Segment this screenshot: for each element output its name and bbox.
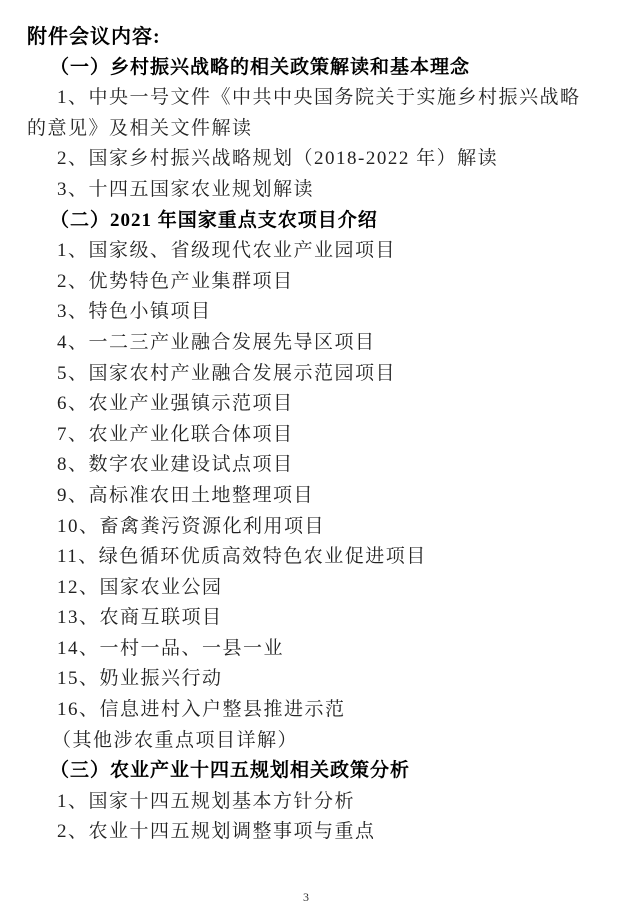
list-item: 11、绿色循环优质高效特色农业促进项目: [57, 546, 427, 568]
list-item: 2、优势特色产业集群项目: [57, 270, 294, 292]
document-body: [0, 22, 630, 848]
list-item: 15、奶业振兴行动: [57, 668, 223, 690]
section-note: （其他涉农重点项目详解）: [52, 729, 299, 751]
list-item: 1、中央一号文件《中共中央国务院关于实施乡村振兴战略: [57, 87, 581, 109]
list-item: 2、农业十四五规划调整事项与重点: [57, 821, 376, 843]
section-heading: （三）农业产业十四五规划相关政策分析: [50, 760, 411, 782]
list-item: 10、畜禽粪污资源化利用项目: [57, 515, 326, 537]
list-item: 16、信息进村入户整县推进示范: [57, 699, 346, 721]
list-item: 9、高标准农田土地整理项目: [57, 484, 315, 506]
list-item: 2、国家乡村振兴战略规划（2018-2022 年）解读: [57, 148, 499, 170]
list-item: 1、国家十四五规划基本方针分析: [57, 790, 356, 812]
page-number: 3: [303, 890, 309, 904]
list-item: 12、国家农业公园: [57, 576, 223, 598]
list-item-continuation: 的意见》及相关文件解读: [27, 117, 253, 139]
list-item: 3、特色小镇项目: [57, 301, 212, 323]
list-item: 13、农商互联项目: [57, 607, 223, 629]
list-item: 6、农业产业强镇示范项目: [57, 393, 294, 415]
list-item: 14、一村一品、一县一业: [57, 637, 285, 659]
list-item: 5、国家农村产业融合发展示范园项目: [57, 362, 397, 384]
list-item: 7、农业产业化联合体项目: [57, 423, 294, 445]
section-heading: （一）乡村振兴战略的相关政策解读和基本理念: [50, 56, 471, 78]
section-heading: （二）2021 年国家重点支农项目介绍: [50, 209, 378, 231]
list-item: 3、十四五国家农业规划解读: [57, 178, 315, 200]
page-title: 附件会议内容:: [27, 26, 161, 48]
list-item: 1、国家级、省级现代农业产业园项目: [57, 240, 397, 262]
list-item: 8、数字农业建设试点项目: [57, 454, 294, 476]
list-item: 4、一二三产业融合发展先导区项目: [57, 331, 376, 353]
